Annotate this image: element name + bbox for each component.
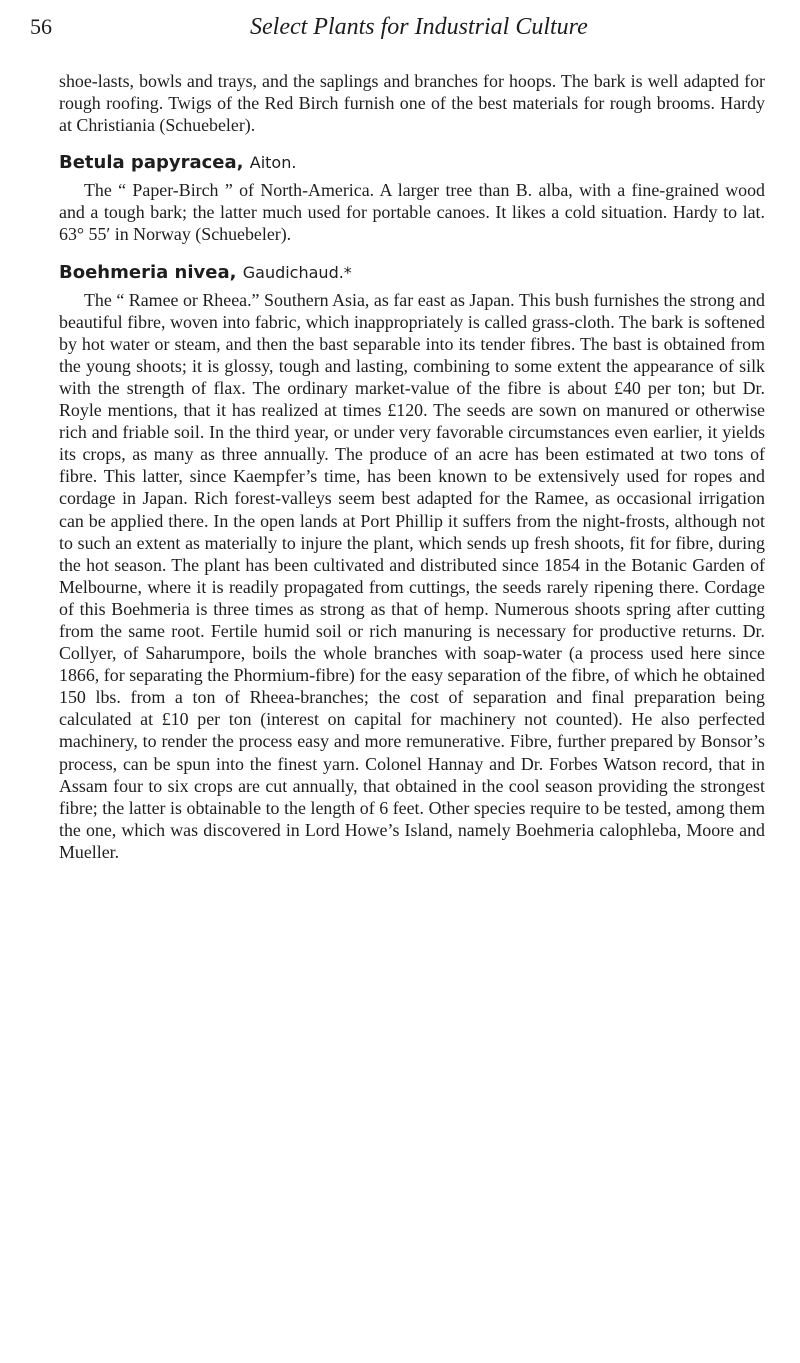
page-body [59, 70, 765, 863]
species-author: Gaudichaud.* [242, 262, 352, 282]
continued-paragraph: shoe-lasts, bowls and trays, and the saplings and branches for hoops. The bark is well adapted for rough roofing. Twigs of the Red Birch furnish one of the best materials for rough brooms. Hardy at Christiania (Schuebeler). [59, 71, 765, 136]
entry-heading-boehmeria [59, 261, 765, 285]
entry-paragraph-betula: The “ Paper-Birch ” of North-America. A larger tree than B. alba, with a fine-grained wood and a tough bark; the latter much used for portable canoes. It likes a cold situation. Hardy to lat. 63° 55′ in Norway (Schuebeler). [59, 180, 765, 245]
page-number: 56 [30, 14, 52, 39]
page-header [30, 6, 770, 50]
entry-paragraph-boehmeria: The “ Ramee or Rheea.” Southern Asia, as far east as Japan. This bush furnishes the strong and beautiful fibre, woven into fabric, which inappropriately is called grass-cloth. The bark is softened by hot water or steam, and then the bast separable into its tender fibres. The bast is obtained from the young shoots; it is glossy, tough and lasting, combining to some extent the appearance of silk with the strength of flax. The ordinary market-value of the fibre is about £40 per ton; but Dr. Royle mentions, that it has realized at times £120. The seeds are sown on manured or otherwise rich and friable soil. In the third year, or under very favorable circumstances even earlier, it yields its crops, as many as three annually. The produce of an acre has been estimated at two tons of fibre. This latter, since Kaempfer’s time, has been known to be extensively used for ropes and cordage in Japan. Rich forest-valleys seem best adapted for the Ramee, as occasional irrigation can be applied there. In the open lands at Port Phillip it suffers from the night-frosts, although not to such an extent as materially to injure the plant, which sends up fresh shoots, fit for fibre, during the hot season. The plant has been cultivated and distributed since 1854 in the Botanic Garden of Melbourne, where it is readily propagated from cuttings, the seeds rarely ripening there. Cordage of this Boehmeria is three times as strong as that of hemp. Numerous shoots spring after cutting from the same root. Fertile humid soil or rich manuring is necessary for productive returns. Dr. Collyer, of Saharumpore, boils the whole branches with soap-water (a process used here since 1866, for separating the Phormium-fibre) for the easy separation of the fibre, of which he obtained 150 lbs. from a ton of Rheea-branches; the cost of separation and final preparation being calculated at £10 per ton (interest on capital for machinery not counted). He also perfected machinery, to render the process easy and more remunerative. Fibre, further prepared by Bonsor’s process, can be spun into the finest yarn. Colonel Hannay and Dr. Forbes Watson record, that in Assam four to six crops are cut annually, that obtained in the cool season providing the strongest fibre; the latter is obtainable to the length of 6 feet. Other species require to be tested, among them the one, which was discovered in Lord Howe’s Island, namely Boehmeria calophleba, Moore and Mueller. [59, 289, 765, 862]
species-author: Aiton. [249, 153, 297, 173]
species-name: Betula papyracea, [59, 152, 244, 174]
running-title: Select Plants for Industrial Culture [250, 14, 588, 40]
species-name: Boehmeria nivea, [59, 261, 237, 283]
entry-heading-betula [59, 151, 765, 175]
